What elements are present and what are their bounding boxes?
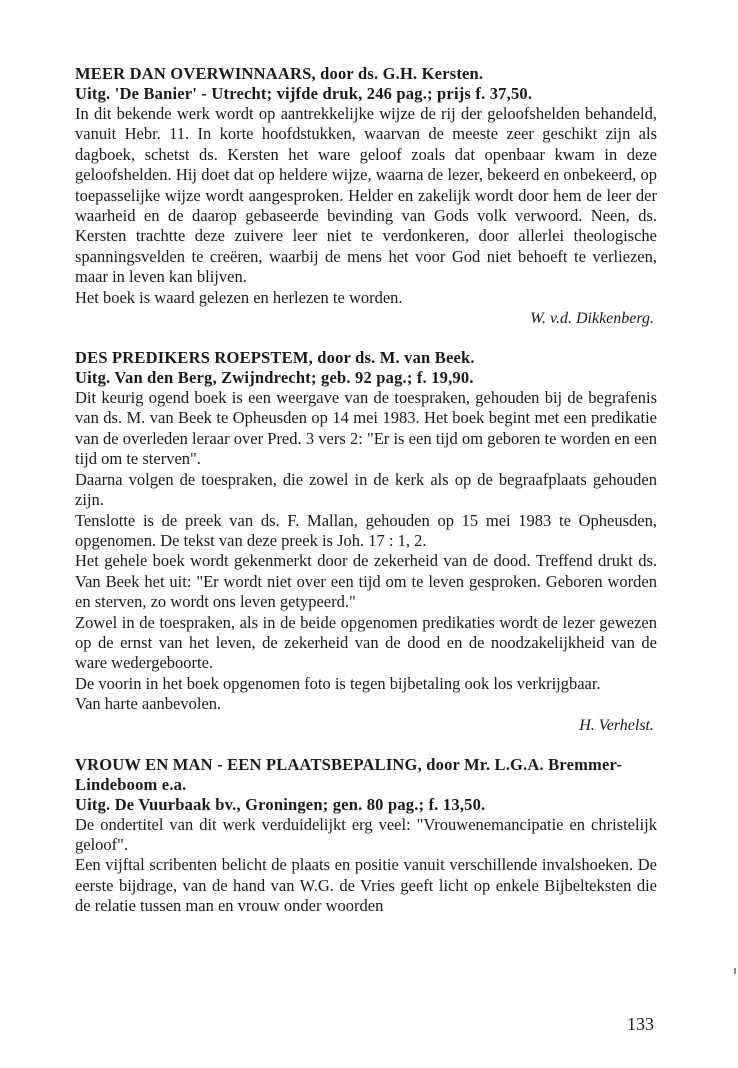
review-signature: W. v.d. Dikkenberg. [530, 310, 654, 328]
book-review [75, 348, 657, 736]
review-paragraph: De voorin in het boek opgenomen foto is tegen bijbetaling ook los verkrijgbaar. [75, 673, 601, 693]
review-title: VROUW EN MAN - EEN PLAATSBEPALING, door Mr. L.G.A. Bremmer-Lindeboom e.a. [75, 754, 623, 794]
review-paragraph: In dit bekende werk wordt op aantrekkelijke wijze de rij der geloofshelden behandeld, vanuit Hebr. 11. In korte hoofdstukken, waarvan de meeste zeer geschikt zijn als dagboek, schetst ds. Kersten het ware geloof zoals dat openbaar kwam in deze geloofshelden. Hij doet dat op heldere wijze, waarna de lezer, bekeerd en onbekeerd, op toepasselijke wijze wordt aangesproken. Helder en zakelijk wordt door hem de leer der waarheid en de daarop gebaseerde bevinding van Gods volk verwoord. Neen, ds. Kersten trachtte deze zuivere leer niet te verdonkeren, door allerlei theologische spanningsvelden te creëren, waarbij de mens het voor God niet behoeft te verliezen, maar in leven kan blijven. [75, 104, 657, 287]
review-title: DES PREDIKERS ROEPSTEM, door ds. M. van Beek. [75, 348, 475, 368]
book-review [75, 755, 657, 917]
scan-mark [734, 968, 736, 974]
review-publisher: Uitg. De Vuurbaak bv., Groningen; gen. 80 pag.; f. 13,50. [75, 794, 486, 814]
review-paragraph: Een vijftal scribenten belicht de plaats en positie vanuit verschillende invalshoeken. De eerste bijdrage, van de hand van W.G. de Vries geeft licht op enkele Bijbelteksten die de relatie tussen man en vrouw onder woorden [75, 855, 657, 916]
review-paragraph: Zowel in de toespraken, als in de beide opgenomen predikaties wordt de lezer gewezen op de ernst van het leven, de zekerheid van de dood en de noodzakelijkheid van de ware wedergeboorte. [75, 612, 657, 673]
document-page [75, 64, 657, 917]
review-paragraph: Het gehele boek wordt gekenmerkt door de zekerheid van de dood. Treffend drukt ds. Van Beek het uit: "Er wordt niet over een tijd om te leven gesproken. Geboren worden en sterven, zo wordt ons leven getypeerd." [75, 551, 657, 612]
review-signature: H. Verhelst. [579, 716, 654, 734]
review-paragraph: Dit keurig ogend boek is een weergave van de toespraken, gehouden bij de begrafenis van ds. M. van Beek te Opheusden op 14 mei 1983. Het boek begint met een predikatie van de overleden leraar over Pred. 3 vers 2: "Er is een tijd om geboren te worden en een tijd om te sterven". [75, 388, 657, 469]
review-publisher: Uitg. 'De Banier' - Utrecht; vijfde druk, 246 pag.; prijs f. 37,50. [75, 84, 533, 103]
review-paragraph: Van harte aanbevolen. [75, 694, 222, 714]
review-title: MEER DAN OVERWINNAARS, door ds. G.H. Kersten. [75, 64, 484, 83]
review-paragraph: De ondertitel van dit werk verduidelijkt erg veel: "Vrouwenemancipatie en christelijk geloof". [75, 814, 657, 854]
review-publisher: Uitg. Van den Berg, Zwijndrecht; geb. 92 pag.; f. 19,90. [75, 368, 474, 388]
book-review [75, 64, 657, 329]
review-paragraph: Tenslotte is de preek van ds. F. Mallan, gehouden op 15 mei 1983 te Opheusden, opgenomen. De tekst van deze preek is Joh. 17 : 1, 2. [75, 510, 657, 550]
page-number: 133 [627, 1014, 654, 1034]
review-paragraph: Het boek is waard gelezen en herlezen te worden. [75, 287, 403, 307]
review-paragraph: Daarna volgen de toespraken, die zowel in de kerk als op de begraafplaats gehouden zijn. [75, 469, 657, 510]
